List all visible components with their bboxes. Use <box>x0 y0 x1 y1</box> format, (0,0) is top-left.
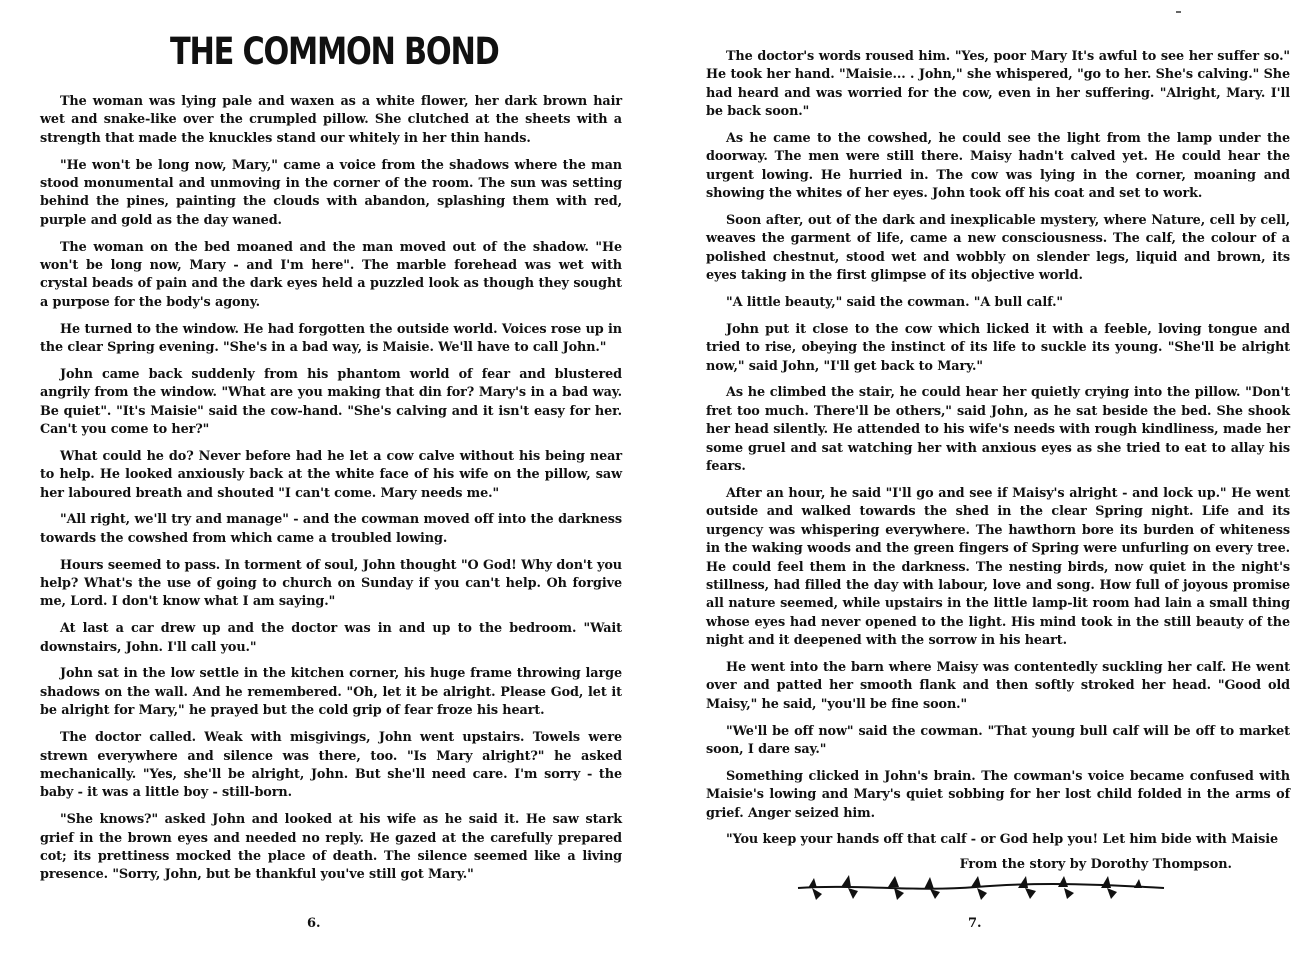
paragraph: Soon after, out of the dark and inexplicable mystery, where Nature, cell by cell, weaves the garment of life, came a new consciousness. The calf, the colour of a polished chestnut, stood wet and wobbly on slender legs, liquid and brown, its eyes taking in the first glimpse of its objective world. <box>706 213 1290 284</box>
paragraph: John put it close to the cow which licked it with a feeble, loving tongue and tried to rise, obeying the instinct of its life to suckle its young. "She'll be alright now," said John, "I'll get back to Mary." <box>706 321 1290 374</box>
paragraph: "We'll be off now" said the cowman. "That young bull calf will be off to market soon, I dare say." <box>706 723 1290 757</box>
paragraph: At last a car drew up and the doctor was in and up to the bedroom. "Wait downstairs, John. I'll call you." <box>40 621 622 655</box>
scan-mark <box>1176 11 1181 13</box>
story-title: THE COMMON BOND <box>170 30 499 73</box>
right-page-text <box>706 48 1290 875</box>
paragraph: The doctor's words roused him. "Yes, poor Mary It's awful to see her suffer so." He took her hand. "Maisie... . John," she whispered, "go to her. She's calving." She had heard and was worried for the cow, even in her suffering. "Alright, Mary. I'll be back soon." <box>706 49 1290 120</box>
paragraph: The doctor called. Weak with misgivings, John went upstairs. Towels were strewn everywhere and silence was there, too. "Is Mary alright?" he asked mechanically. "Yes, she'll be alright, John. But she'll need care. I'm sorry - the baby - it was a little boy - still-born. <box>40 730 622 801</box>
paragraph: What could he do? Never before had he let a cow calve without his being near to help. He looked anxiously back at the white face of his wife on the pillow, saw her laboured breath and shouted "I can't come. Mary needs me." <box>40 448 622 501</box>
paragraph: John sat in the low settle in the kitchen corner, his huge frame throwing large shadows on the wall. And he remembered. "Oh, let it be alright. Please God, let it be alright for Mary," he prayed but the cold grip of fear froze his heart. <box>40 666 622 719</box>
paragraph: John came back suddenly from his phantom world of fear and blustered angrily from the window. "What are you making that din for? Mary's in a bad way. Be quiet". "It's Maisie" said the cow-hand. "She's calving and it isn't easy for her. Can't you come to her?" <box>40 366 622 438</box>
paragraph: Hours seemed to pass. In torment of soul, John thought "O God! Why don't you help? What's the use of going to church on Sunday if you can't help. Oh forgive me, Lord. I don't know what I am saying." <box>40 557 622 610</box>
page-number-right: 7. <box>968 916 982 931</box>
paragraph: After an hour, he said "I'll go and see if Maisy's alright - and lock up." He went outside and walked towards the shed in the clear Spring night. Life and its urgency was whispering everywhere. The hawthorn bore its burden of whiteness in the waking woods and the green fingers of Spring were unfurling on every tree. He could feel them in the darkness. The nesting birds, now quiet in the night's stillness, had filled the day with labour, love and song. How full of joyous promise all nature seemed, while upstairs in the little lamp-lit room had lain a small thing whose eyes had never opened to the light. His mind took in the still beauty of the night and it deepened with the sorrow in his heart. <box>706 485 1290 649</box>
paragraph: "He won't be long now, Mary," came a voice from the shadows where the man stood monumental and unmoving in the corner of the room. The sun was setting behind the pines, painting the clouds with abandon, splashing them with red, purple and gold as the day waned. <box>40 157 622 228</box>
byline: From the story by Dorothy Thompson. <box>959 857 1232 873</box>
paragraph: "You keep your hands off that calf - or God help you! Let him bide with Maisie <box>726 832 1279 848</box>
paragraph: The woman was lying pale and waxen as a white flower, her dark brown hair wet and snake-like over the crumpled pillow. She clutched at the sheets with a strength that made the knuckles stand our whitely in her thin hands. <box>40 94 622 146</box>
paragraph: "She knows?" asked John and looked at his wife as he said it. He saw stark grief in the brown eyes and needed no reply. He gazed at the carefully prepared cot; its prettiness mocked the place of death. The silence seemed like a living presence. "Sorry, John, but be thankful you've still got Mary." <box>40 812 622 883</box>
page-number-left: 6. <box>307 916 321 931</box>
paragraph: As he came to the cowshed, he could see the light from the lamp under the doorway. The men were still there. Maisy hadn't calved yet. He could hear the urgent lowing. He hurried in. The cow was lying in the corner, moaning and showing the whites of her eyes. John took off his coat and set to work. <box>706 131 1290 202</box>
paragraph: "All right, we'll try and manage" - and the cowman moved off into the darkness towards the cowshed from which came a troubled lowing. <box>40 512 622 546</box>
paragraph: As he climbed the stair, he could hear her quietly crying into the pillow. "Don't fret too much. There'll be others," said John, as he sat beside the bed. She shook her head silently. He attended to his wife's needs with rough kindliness, made her some gruel and sat watching her with anxious eyes as she tried to eat to allay his fears. <box>706 385 1290 475</box>
paragraph: He turned to the window. He had forgotten the outside world. Voices rose up in the clear Spring evening. "She's in a bad way, is Maisie. We'll have to call John." <box>40 321 622 356</box>
paragraph: He went into the barn where Maisy was contentedly suckling her calf. He went over and patted her smooth flank and then softly stroked her head. "Good old Maisy," he said, "you'll be fine soon." <box>706 659 1290 712</box>
paragraph: Something clicked in John's brain. The cowman's voice became confused with Maisie's lowing and Mary's quiet sobbing for her lost child folded in the arms of grief. Anger seized him. <box>706 768 1290 821</box>
paragraph: The woman on the bed moaned and the man moved out of the shadow. "He won't be long now, Mary - and I'm here". The marble forehead was wet with crystal beads of pain and the dark eyes held a puzzled look as though they sought a purpose for the body's agony. <box>40 239 622 310</box>
paragraph: "A little beauty," said the cowman. "A bull calf." <box>726 295 1063 311</box>
vine-ornament <box>796 868 1166 906</box>
